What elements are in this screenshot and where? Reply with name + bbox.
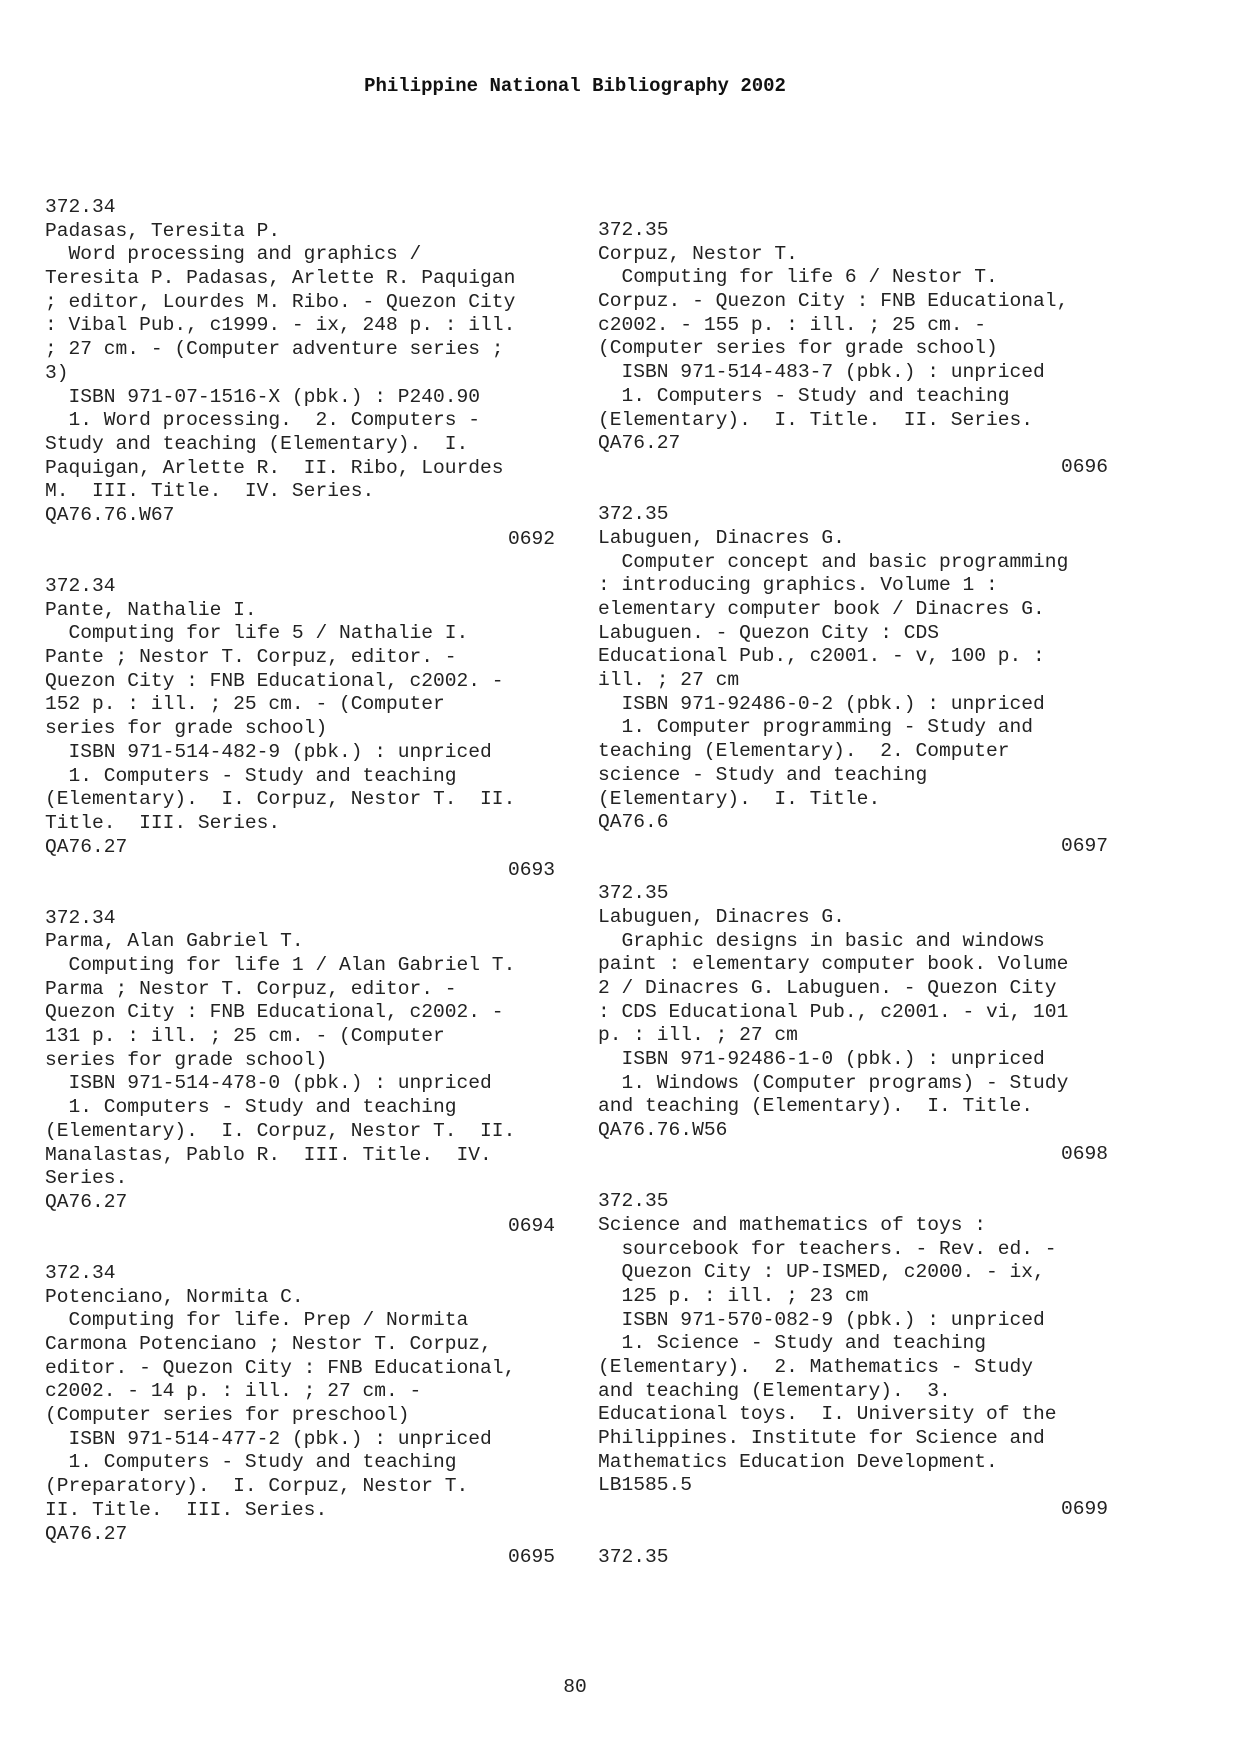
entry-line: 2 / Dinacres G. Labuguen. - Quezon City [598, 977, 1057, 999]
entry-line: ill. ; 27 cm [598, 669, 740, 692]
entry-line: ISBN 971-07-1516-X (pbk.) : P240.90 [45, 385, 481, 408]
entry-line: ISBN 971-92486-1-0 (pbk.) : unpriced [598, 1048, 1045, 1071]
entry-line: 372.35 [598, 219, 669, 241]
entry-line: 1. Word processing. 2. Computers - [45, 409, 481, 432]
entry-number: 0695 [507, 1546, 555, 1569]
bibliography-entry [598, 1546, 1108, 1570]
entry-line: QA76.27 [45, 835, 128, 858]
entry-line: (Elementary). 2. Mathematics - Study [598, 1356, 1034, 1378]
right-column [598, 219, 1108, 1593]
entry-line: Computing for life 5 / Nathalie I. [45, 622, 469, 645]
entry-line: (Computer series for preschool) [45, 1404, 410, 1427]
entry-line: ISBN 971-514-477-2 (pbk.) : unpriced [45, 1427, 492, 1450]
entry-line: Pante ; Nestor T. Corpuz, editor. - [45, 646, 457, 669]
entry-line: Parma, Alan Gabriel T. [45, 930, 304, 953]
entry-line: Computing for life. Prep / Normita [45, 1309, 469, 1332]
entry-line: Computing for life 6 / Nestor T. [598, 266, 998, 289]
entry-line: Educational toys. I. University of the [598, 1403, 1057, 1426]
bibliography-entry [598, 503, 1108, 858]
entry-line: Educational Pub., c2001. - v, 100 p. : [598, 645, 1045, 668]
entry-line: Quezon City : FNB Educational, c2002. - [45, 1001, 504, 1024]
entry-line: (Elementary). I. Title. II. Series. [598, 408, 1034, 431]
entry-line: 1. Computers - Study and teaching [45, 1451, 457, 1474]
entry-line: : introducing graphics. Volume 1 : [598, 574, 998, 597]
entry-line: QA76.27 [45, 1190, 128, 1213]
entry-line: Corpuz, Nestor T. [598, 242, 798, 265]
entry-line: ISBN 971-514-482-9 (pbk.) : unpriced [45, 740, 492, 763]
entry-line: and teaching (Elementary). I. Title. [598, 1095, 1034, 1118]
entry-line: ISBN 971-92486-0-2 (pbk.) : unpriced [598, 692, 1045, 715]
entry-line: ; 27 cm. - (Computer adventure series ; [45, 338, 504, 361]
entry-line: : CDS Educational Pub., c2001. - vi, 101 [598, 1000, 1069, 1023]
entry-line: 125 p. : ill. ; 23 cm [598, 1284, 869, 1307]
entry-line: Manalastas, Pablo R. III. Title. IV. [45, 1143, 492, 1166]
entry-line: (Elementary). I. Corpuz, Nestor T. II. [45, 1119, 516, 1142]
entry-line: Series. [45, 1167, 128, 1190]
entry-line: Mathematics Education Development. [598, 1450, 998, 1473]
entry-line: 372.35 [598, 1545, 669, 1568]
entry-line: sourcebook for teachers. - Rev. ed. - [598, 1237, 1057, 1260]
entry-line: elementary computer book / Dinacres G. [598, 598, 1045, 620]
entry-line: Study and teaching (Elementary). I. [45, 432, 469, 455]
entry-line: Parma ; Nestor T. Corpuz, editor. - [45, 977, 457, 1000]
entry-line: 1. Science - Study and teaching [598, 1332, 987, 1355]
entry-line: Philippines. Institute for Science and [598, 1427, 1045, 1450]
bibliography-entry [598, 1190, 1108, 1522]
entry-line: Pante, Nathalie I. [45, 598, 257, 621]
entry-number: 0696 [1060, 455, 1108, 478]
entry-line: Quezon City : UP-ISMED, c2000. - ix, [598, 1261, 1045, 1284]
entry-line: Science and mathematics of toys : [598, 1213, 987, 1236]
entry-line: Graphic designs in basic and windows [598, 929, 1045, 952]
left-column [45, 196, 555, 1594]
entry-line: 1. Computer programming - Study and [598, 716, 1034, 739]
entry-line: 372.35 [598, 503, 669, 526]
entry-line: II. Title. III. Series. [45, 1498, 328, 1521]
entry-line: 131 p. : ill. ; 25 cm. - (Computer [45, 1025, 445, 1048]
entry-line: LB1585.5 [598, 1474, 693, 1497]
entry-line: 152 p. : ill. ; 25 cm. - (Computer [45, 693, 445, 716]
entry-line: 3) [45, 361, 69, 384]
bibliography-entry [45, 575, 555, 883]
entry-line: QA76.27 [598, 432, 681, 455]
entry-line: ISBN 971-570-082-9 (pbk.) : unpriced [598, 1308, 1045, 1331]
entry-line: 372.34 [45, 906, 116, 929]
entry-line: Computing for life 1 / Alan Gabriel T. [45, 954, 516, 976]
entry-line: ; editor, Lourdes M. Ribo. - Quezon City [45, 290, 516, 313]
bibliography-entry [598, 882, 1108, 1166]
entry-line: 372.35 [598, 882, 669, 905]
entry-line: 1. Computers - Study and teaching [45, 764, 457, 787]
entry-line: 372.34 [45, 1261, 116, 1284]
page-header: Philippine National Bibliography 2002 [364, 75, 786, 97]
entry-line: QA76.27 [45, 1522, 128, 1545]
entry-line: ISBN 971-514-483-7 (pbk.) : unpriced [598, 361, 1045, 384]
entry-line: editor. - Quezon City : FNB Educational, [45, 1356, 516, 1379]
entry-line: paint : elementary computer book. Volume [598, 953, 1069, 976]
entry-line: Labuguen. - Quezon City : CDS [598, 621, 939, 644]
entry-line: teaching (Elementary). 2. Computer [598, 740, 1010, 763]
entry-line: QA76.6 [598, 811, 669, 834]
entry-line: : Vibal Pub., c1999. - ix, 248 p. : ill. [45, 314, 516, 337]
entry-line: (Elementary). I. Corpuz, Nestor T. II. [45, 788, 516, 811]
bibliography-entry [45, 907, 555, 1239]
page-number: 80 [563, 1676, 587, 1698]
entry-line: Title. III. Series. [45, 811, 281, 834]
entry-line: 1. Computers - Study and teaching [598, 384, 1010, 407]
entry-line: (Elementary). I. Title. [598, 787, 881, 810]
entry-line: Padasas, Teresita P. [45, 219, 281, 242]
entry-line: series for grade school) [45, 1048, 328, 1071]
entry-line: Computer concept and basic programming [598, 550, 1069, 573]
entry-line: Quezon City : FNB Educational, c2002. - [45, 669, 504, 692]
entry-line: Carmona Potenciano ; Nestor T. Corpuz, [45, 1333, 492, 1355]
entry-line: M. III. Title. IV. Series. [45, 480, 375, 503]
entry-line: and teaching (Elementary). 3. [598, 1379, 951, 1402]
entry-line: 372.34 [45, 196, 116, 218]
entry-line: QA76.76.W67 [45, 503, 175, 526]
entry-line: Potenciano, Normita C. [45, 1285, 304, 1308]
entry-line: 372.35 [598, 1190, 669, 1213]
entry-line: c2002. - 155 p. : ill. ; 25 cm. - [598, 313, 987, 336]
entry-line: Labuguen, Dinacres G. [598, 526, 845, 549]
entry-line: 1. Computers - Study and teaching [45, 1096, 457, 1119]
entry-line: Teresita P. Padasas, Arlette R. Paquigan [45, 267, 516, 290]
entry-line: c2002. - 14 p. : ill. ; 27 cm. - [45, 1380, 422, 1403]
entry-number: 0697 [1060, 834, 1108, 857]
entry-line: 372.34 [45, 575, 116, 597]
entry-number: 0699 [1060, 1498, 1108, 1521]
entry-line: series for grade school) [45, 717, 328, 740]
entry-line: Corpuz. - Quezon City : FNB Educational, [598, 290, 1069, 313]
entry-number: 0693 [507, 859, 555, 882]
bibliography-entry [598, 219, 1108, 480]
entry-number: 0692 [507, 527, 555, 550]
entry-line: Labuguen, Dinacres G. [598, 905, 845, 928]
entry-line: QA76.76.W56 [598, 1119, 728, 1142]
entry-line: ISBN 971-514-478-0 (pbk.) : unpriced [45, 1072, 492, 1095]
bibliography-entry [45, 196, 555, 551]
entry-line: (Computer series for grade school) [598, 337, 998, 360]
entry-line: p. : ill. ; 27 cm [598, 1024, 798, 1047]
entry-line: Paquigan, Arlette R. II. Ribo, Lourdes [45, 456, 504, 479]
bibliography-entry [45, 1262, 555, 1570]
entry-line: science - Study and teaching [598, 763, 928, 786]
entry-line: (Preparatory). I. Corpuz, Nestor T. [45, 1475, 469, 1498]
entry-number: 0698 [1060, 1142, 1108, 1165]
entry-number: 0694 [507, 1214, 555, 1237]
entry-line: Word processing and graphics / [45, 243, 422, 266]
entry-line: 1. Windows (Computer programs) - Study [598, 1071, 1069, 1094]
